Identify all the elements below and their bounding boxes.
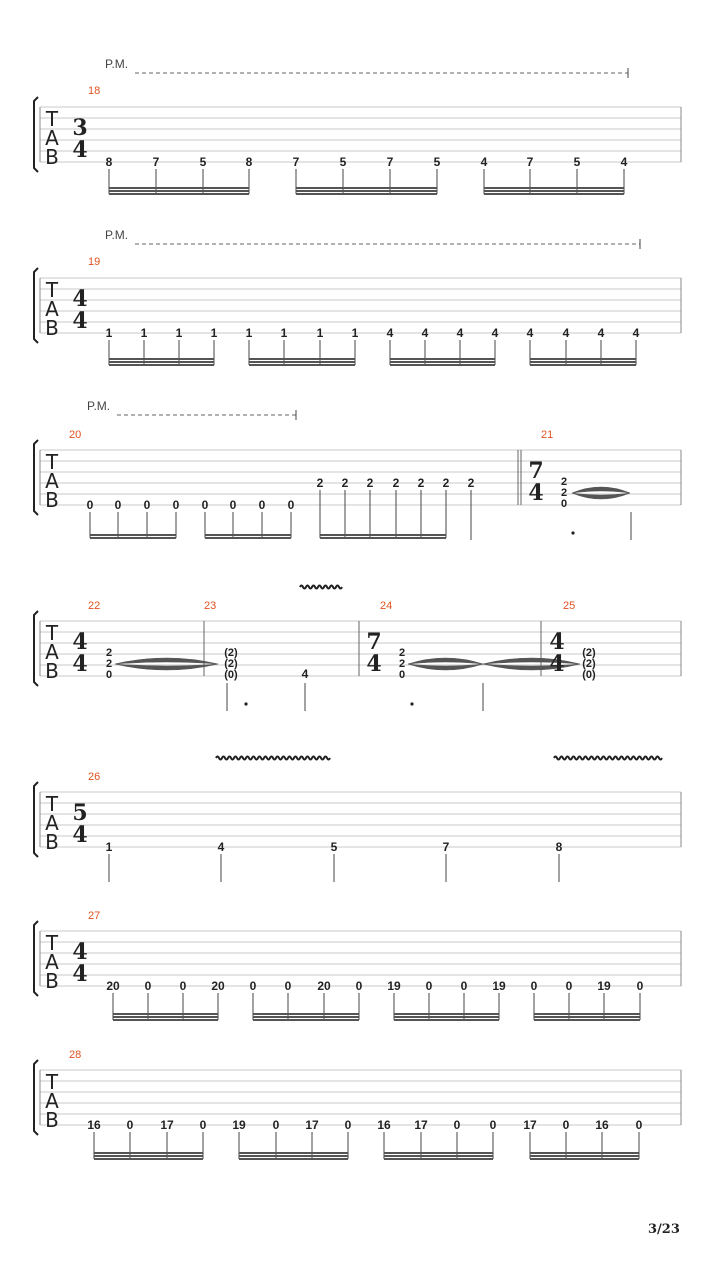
beam bbox=[94, 1152, 203, 1154]
beam bbox=[249, 361, 355, 363]
palm-mute-label: P.M. bbox=[87, 399, 111, 413]
beam bbox=[253, 1019, 359, 1021]
fret-number: 1 bbox=[105, 840, 113, 854]
fret-number: 16 bbox=[87, 1118, 101, 1132]
bar-number: 25 bbox=[563, 600, 576, 612]
fret-number: 2 bbox=[366, 476, 374, 490]
fret-number: 0 bbox=[636, 979, 644, 993]
tab-letter-t: T bbox=[45, 107, 59, 131]
fret-number: 4 bbox=[526, 326, 534, 340]
beam bbox=[205, 534, 291, 536]
bar-number: 21 bbox=[541, 429, 554, 441]
fret-number: 2 bbox=[316, 476, 324, 490]
fret-number: 4 bbox=[456, 326, 464, 340]
system-bracket bbox=[34, 97, 38, 172]
fret-number: 4 bbox=[491, 326, 499, 340]
time-signature-top: 4 bbox=[72, 939, 88, 965]
fret-number: 7 bbox=[152, 155, 160, 169]
tab-letter-b: B bbox=[45, 316, 59, 340]
fret-number: 4 bbox=[421, 326, 429, 340]
beam bbox=[113, 1013, 218, 1015]
beam bbox=[94, 1155, 203, 1157]
fret-number: 0 bbox=[530, 979, 538, 993]
fret-number: 0 bbox=[344, 1118, 352, 1132]
tab-letter-b: B bbox=[45, 830, 59, 854]
beam bbox=[296, 193, 437, 195]
fret-number: 17 bbox=[523, 1118, 537, 1132]
beam bbox=[249, 358, 355, 360]
fret-number: 7 bbox=[442, 840, 450, 854]
time-signature-top: 5 bbox=[72, 800, 88, 826]
system-bracket bbox=[34, 921, 38, 996]
system-bracket bbox=[34, 611, 38, 686]
tie-arc bbox=[408, 658, 483, 664]
fret-number: 19 bbox=[232, 1118, 246, 1132]
beam bbox=[530, 1158, 639, 1160]
fret-number: 4 bbox=[386, 326, 394, 340]
beam bbox=[534, 1013, 640, 1015]
notation-text-layer bbox=[45, 57, 644, 1132]
fret-number: 0 bbox=[144, 979, 152, 993]
fret-number: 5 bbox=[339, 155, 347, 169]
time-signature-top: 7 bbox=[366, 629, 382, 655]
tab-letter-a: A bbox=[45, 640, 59, 664]
tab-letter-t: T bbox=[45, 450, 59, 474]
fret-number: 2 bbox=[341, 476, 349, 490]
time-signature-top: 4 bbox=[72, 286, 88, 312]
fret-number: 0 bbox=[284, 979, 292, 993]
fret-number: 1 bbox=[351, 326, 359, 340]
fret-number: 19 bbox=[387, 979, 401, 993]
chord-fret: 2 bbox=[398, 658, 406, 670]
fret-number: 19 bbox=[492, 979, 506, 993]
tab-letter-t: T bbox=[45, 278, 59, 302]
time-signature-bottom: 4 bbox=[72, 651, 88, 677]
beam bbox=[530, 364, 636, 366]
fret-number: 1 bbox=[245, 326, 253, 340]
time-signature-top: 7 bbox=[528, 458, 544, 484]
fret-number: 4 bbox=[301, 667, 309, 681]
beam bbox=[109, 190, 249, 192]
fret-number: 17 bbox=[160, 1118, 174, 1132]
chord-fret: 2 bbox=[105, 647, 113, 659]
beam bbox=[390, 361, 495, 363]
fret-number: 5 bbox=[433, 155, 441, 169]
beam bbox=[394, 1016, 499, 1018]
fret-number: 0 bbox=[114, 498, 122, 512]
fret-number: 0 bbox=[179, 979, 187, 993]
vibrato-marking bbox=[554, 757, 662, 760]
fret-number: 0 bbox=[143, 498, 151, 512]
beam bbox=[530, 361, 636, 363]
fret-number: 1 bbox=[316, 326, 324, 340]
tab-letter-b: B bbox=[45, 488, 59, 512]
tab-letter-t: T bbox=[45, 792, 59, 816]
beam bbox=[484, 190, 624, 192]
tab-letter-t: T bbox=[45, 1070, 59, 1094]
beam bbox=[109, 361, 214, 363]
fret-number: 0 bbox=[201, 498, 209, 512]
tab-letter-t: T bbox=[45, 621, 59, 645]
fret-number: 2 bbox=[417, 476, 425, 490]
beam bbox=[296, 187, 437, 189]
fret-number: 2 bbox=[467, 476, 475, 490]
fret-number: 19 bbox=[597, 979, 611, 993]
beam bbox=[534, 1016, 640, 1018]
beam bbox=[109, 187, 249, 189]
time-signature-top: 4 bbox=[549, 629, 565, 655]
beam bbox=[394, 1013, 499, 1015]
palm-mute-label: P.M. bbox=[105, 57, 129, 71]
tie-arc bbox=[115, 658, 218, 664]
beam bbox=[390, 364, 495, 366]
tied-chord-fret: (0) bbox=[582, 669, 596, 681]
beam bbox=[109, 364, 214, 366]
chord-fret: 2 bbox=[560, 487, 568, 499]
tab-letter-b: B bbox=[45, 659, 59, 683]
beam bbox=[94, 1158, 203, 1160]
fret-number: 0 bbox=[355, 979, 363, 993]
tied-chord-fret: (2) bbox=[224, 647, 238, 659]
time-signature-bottom: 4 bbox=[72, 822, 88, 848]
chord-fret: 2 bbox=[105, 658, 113, 670]
beam bbox=[320, 534, 446, 536]
fret-number: 7 bbox=[292, 155, 300, 169]
beam bbox=[384, 1158, 493, 1160]
duration-dot bbox=[410, 702, 413, 705]
bar-number: 27 bbox=[88, 910, 101, 922]
page-number: 3/23 bbox=[648, 1222, 680, 1237]
tab-letter-b: B bbox=[45, 145, 59, 169]
beam bbox=[484, 187, 624, 189]
fret-number: 7 bbox=[386, 155, 394, 169]
fret-number: 1 bbox=[280, 326, 288, 340]
beam bbox=[109, 193, 249, 195]
chord-fret: 0 bbox=[398, 669, 406, 681]
fret-number: 0 bbox=[172, 498, 180, 512]
beam bbox=[109, 358, 214, 360]
fret-number: 8 bbox=[105, 155, 113, 169]
beam bbox=[205, 537, 291, 539]
tab-letter-a: A bbox=[45, 950, 59, 974]
time-signature-bottom: 4 bbox=[366, 651, 382, 677]
time-signature-bottom: 4 bbox=[528, 480, 544, 506]
beam bbox=[384, 1152, 493, 1154]
fret-number: 8 bbox=[555, 840, 563, 854]
tab-letter-b: B bbox=[45, 969, 59, 993]
fret-number: 0 bbox=[425, 979, 433, 993]
fret-number: 1 bbox=[140, 326, 148, 340]
tied-chord-fret: (0) bbox=[224, 669, 238, 681]
notation-marks-layer bbox=[34, 68, 662, 1160]
bar-number: 19 bbox=[88, 256, 101, 268]
system-bracket bbox=[34, 1060, 38, 1135]
beam bbox=[384, 1155, 493, 1157]
fret-number: 17 bbox=[305, 1118, 319, 1132]
beam bbox=[253, 1013, 359, 1015]
fret-number: 2 bbox=[392, 476, 400, 490]
vibrato-marking bbox=[300, 586, 342, 589]
chord-fret: 2 bbox=[398, 647, 406, 659]
tied-chord-fret: (2) bbox=[582, 658, 596, 670]
tie-arc bbox=[483, 658, 580, 664]
palm-mute-label: P.M. bbox=[105, 228, 129, 242]
bar-number: 23 bbox=[204, 600, 217, 612]
bar-number: 20 bbox=[69, 429, 82, 441]
beam bbox=[90, 534, 176, 536]
duration-dot bbox=[571, 531, 574, 534]
fret-number: 1 bbox=[210, 326, 218, 340]
tab-letter-a: A bbox=[45, 126, 59, 150]
fret-number: 0 bbox=[453, 1118, 461, 1132]
beam bbox=[113, 1016, 218, 1018]
fret-number: 0 bbox=[272, 1118, 280, 1132]
fret-number: 5 bbox=[199, 155, 207, 169]
beam bbox=[239, 1158, 348, 1160]
fret-number: 4 bbox=[632, 326, 640, 340]
bar-number: 28 bbox=[69, 1049, 82, 1061]
fret-number: 20 bbox=[317, 979, 331, 993]
fret-number: 0 bbox=[229, 498, 237, 512]
tab-letter-a: A bbox=[45, 1089, 59, 1113]
fret-number: 0 bbox=[126, 1118, 134, 1132]
fret-number: 7 bbox=[526, 155, 534, 169]
beam bbox=[530, 1155, 639, 1157]
fret-number: 0 bbox=[460, 979, 468, 993]
beam bbox=[90, 537, 176, 539]
staff-lines-layer bbox=[40, 107, 681, 1125]
fret-number: 0 bbox=[489, 1118, 497, 1132]
bar-number: 22 bbox=[88, 600, 101, 612]
fret-number: 0 bbox=[86, 498, 94, 512]
beam bbox=[530, 358, 636, 360]
system-bracket bbox=[34, 440, 38, 515]
fret-number: 17 bbox=[414, 1118, 428, 1132]
fret-number: 0 bbox=[562, 1118, 570, 1132]
fret-number: 4 bbox=[480, 155, 488, 169]
fret-number: 5 bbox=[573, 155, 581, 169]
beam bbox=[390, 358, 495, 360]
tab-letter-a: A bbox=[45, 469, 59, 493]
chord-fret: 2 bbox=[560, 476, 568, 488]
tied-chord-fret: (2) bbox=[224, 658, 238, 670]
chord-fret: 0 bbox=[105, 669, 113, 681]
fret-number: 20 bbox=[106, 979, 120, 993]
chord-fret: 0 bbox=[560, 498, 568, 510]
time-signature-bottom: 4 bbox=[72, 308, 88, 334]
beam bbox=[253, 1016, 359, 1018]
fret-number: 1 bbox=[105, 326, 113, 340]
fret-number: 0 bbox=[565, 979, 573, 993]
tab-letter-a: A bbox=[45, 297, 59, 321]
fret-number: 0 bbox=[199, 1118, 207, 1132]
beam bbox=[484, 193, 624, 195]
beam bbox=[534, 1019, 640, 1021]
tie-arc bbox=[572, 487, 630, 493]
fret-number: 4 bbox=[217, 840, 225, 854]
beam bbox=[320, 537, 446, 539]
bar-number: 26 bbox=[88, 771, 101, 783]
beam bbox=[239, 1152, 348, 1154]
duration-dot bbox=[244, 702, 247, 705]
beam bbox=[239, 1155, 348, 1157]
tab-letter-b: B bbox=[45, 1108, 59, 1132]
fret-number: 2 bbox=[442, 476, 450, 490]
beam bbox=[530, 1152, 639, 1154]
fret-number: 16 bbox=[377, 1118, 391, 1132]
fret-number: 4 bbox=[620, 155, 628, 169]
time-signature-top: 4 bbox=[72, 629, 88, 655]
time-signature-bottom: 4 bbox=[72, 137, 88, 163]
fret-number: 1 bbox=[175, 326, 183, 340]
bar-number: 18 bbox=[88, 85, 101, 97]
system-bracket bbox=[34, 782, 38, 857]
fret-number: 4 bbox=[597, 326, 605, 340]
fret-number: 16 bbox=[595, 1118, 609, 1132]
fret-number: 8 bbox=[245, 155, 253, 169]
fret-number: 0 bbox=[258, 498, 266, 512]
beam bbox=[113, 1019, 218, 1021]
system-bracket bbox=[34, 268, 38, 343]
beam bbox=[394, 1019, 499, 1021]
tab-letter-t: T bbox=[45, 931, 59, 955]
bar-number: 24 bbox=[380, 600, 393, 612]
fret-number: 5 bbox=[330, 840, 338, 854]
fret-number: 4 bbox=[562, 326, 570, 340]
fret-number: 20 bbox=[211, 979, 225, 993]
tab-letter-a: A bbox=[45, 811, 59, 835]
tied-chord-fret: (2) bbox=[582, 647, 596, 659]
time-signature-bottom: 4 bbox=[549, 651, 565, 677]
beam bbox=[249, 364, 355, 366]
beam bbox=[296, 190, 437, 192]
time-signature-top: 3 bbox=[72, 115, 88, 141]
fret-number: 0 bbox=[249, 979, 257, 993]
fret-number: 0 bbox=[635, 1118, 643, 1132]
time-signature-bottom: 4 bbox=[72, 961, 88, 987]
fret-number: 0 bbox=[287, 498, 295, 512]
vibrato-marking bbox=[216, 757, 330, 760]
